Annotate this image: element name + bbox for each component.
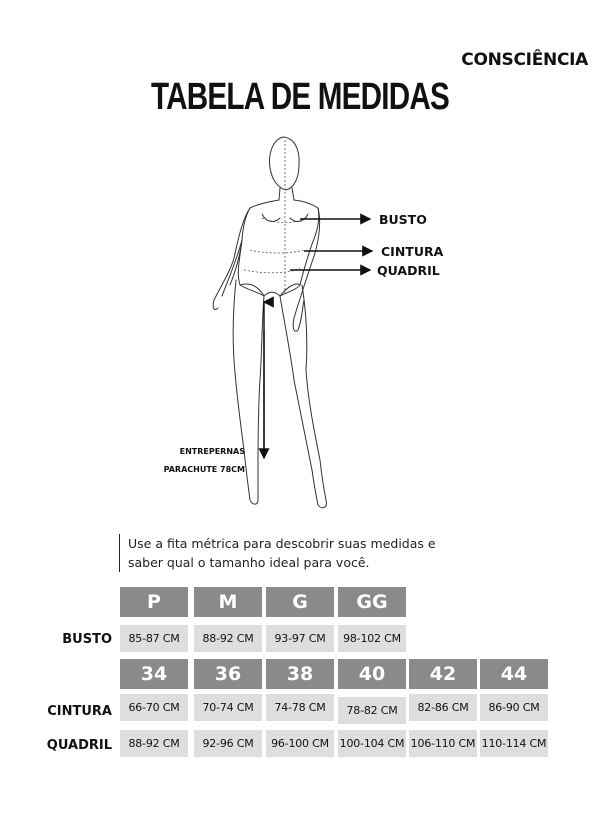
label-parachute-78cm: PARACHUTE 78CM bbox=[163, 465, 245, 474]
cintura-value-38: 74-78 CM bbox=[266, 694, 334, 721]
size-header-34: 34 bbox=[120, 659, 188, 689]
size-header-gg: GG bbox=[338, 587, 406, 617]
cintura-value-44: 86-90 CM bbox=[480, 694, 548, 721]
busto-value-m: 88-92 CM bbox=[194, 625, 262, 652]
cintura-value-42: 82-86 CM bbox=[409, 694, 477, 721]
label-quadril: QUADRIL bbox=[377, 263, 440, 278]
size-header-42: 42 bbox=[409, 659, 477, 689]
quadril-value-40: 100-104 CM bbox=[338, 730, 406, 757]
row-label-cintura: CINTURA bbox=[47, 704, 112, 719]
page-title: TABELA DE MEDIDAS bbox=[151, 76, 449, 118]
busto-value-gg: 98-102 CM bbox=[338, 625, 406, 652]
quadril-value-42: 106-110 CM bbox=[409, 730, 477, 757]
row-label-busto: BUSTO bbox=[62, 632, 112, 647]
quadril-value-38: 96-100 CM bbox=[266, 730, 334, 757]
cintura-value-40: 78-82 CM bbox=[338, 697, 406, 724]
brand-logo: CONSCIÊNCIA bbox=[461, 50, 588, 70]
size-header-44: 44 bbox=[480, 659, 548, 689]
instructions-line-1: Use a fita métrica para descobrir suas medidas e bbox=[128, 536, 436, 551]
label-cintura: CINTURA bbox=[381, 244, 444, 259]
measurement-instructions bbox=[119, 534, 468, 572]
quadril-value-34: 88-92 CM bbox=[120, 730, 188, 757]
size-header-40: 40 bbox=[338, 659, 406, 689]
busto-value-p: 85-87 CM bbox=[120, 625, 188, 652]
size-header-p: P bbox=[120, 587, 188, 617]
busto-value-g: 93-97 CM bbox=[266, 625, 334, 652]
quadril-value-44: 110-114 CM bbox=[480, 730, 548, 757]
size-header-38: 38 bbox=[266, 659, 334, 689]
size-header-36: 36 bbox=[194, 659, 262, 689]
cintura-value-34: 66-70 CM bbox=[120, 694, 188, 721]
size-header-g: G bbox=[266, 587, 334, 617]
instructions-line-2: saber qual o tamanho ideal para você. bbox=[128, 555, 370, 570]
label-busto: BUSTO bbox=[379, 212, 427, 227]
quadril-value-36: 92-96 CM bbox=[194, 730, 262, 757]
cintura-value-36: 70-74 CM bbox=[194, 694, 262, 721]
size-header-m: M bbox=[194, 587, 262, 617]
row-label-quadril: QUADRIL bbox=[46, 738, 112, 753]
label-entrepernas: ENTREPERNAS bbox=[179, 447, 245, 456]
